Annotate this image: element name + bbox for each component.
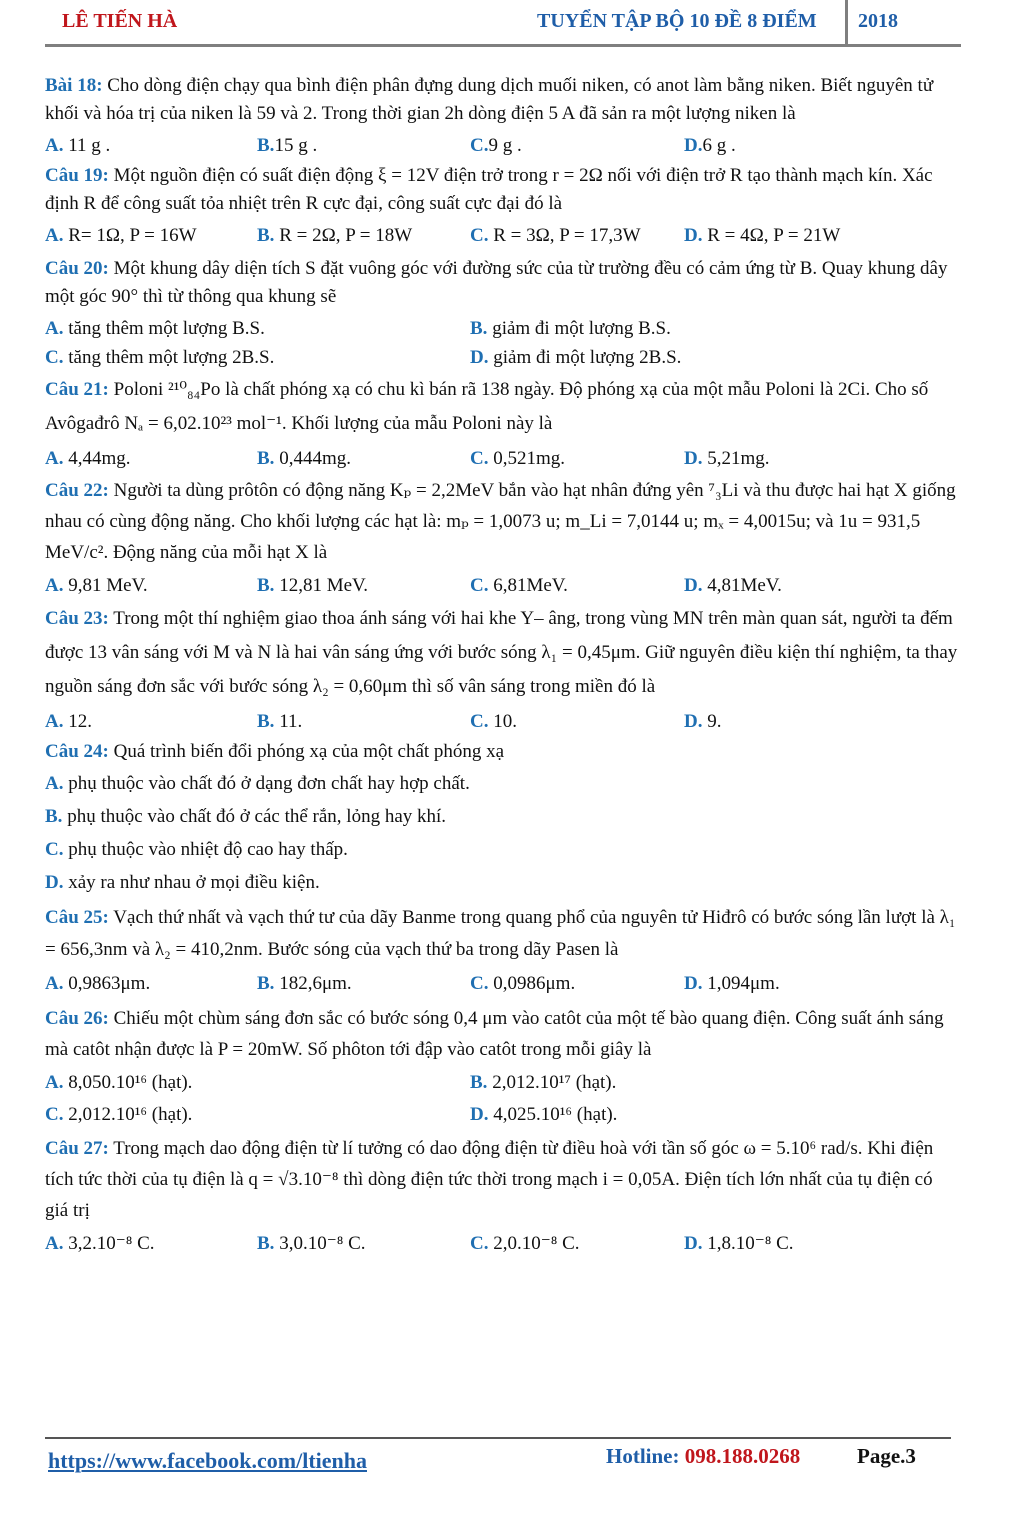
option-d[interactable]	[470, 1101, 617, 1129]
option-text: 2,0.10⁻⁸ C.	[493, 1233, 580, 1254]
options-row	[45, 708, 960, 738]
options-row	[45, 315, 960, 344]
header-separator	[845, 0, 848, 46]
option-c[interactable]	[45, 1101, 192, 1129]
option-label: B.	[257, 711, 275, 732]
question-27	[45, 1133, 960, 1226]
header-year: 2018	[858, 10, 898, 32]
option-text: 0,444mg.	[279, 448, 351, 469]
option-text: 15 g .	[274, 135, 318, 156]
option-label: A.	[45, 318, 64, 339]
option-text: 5,21mg.	[707, 448, 770, 469]
option-a[interactable]	[45, 770, 960, 803]
option-label: B.	[257, 225, 275, 246]
option-text: 11.	[279, 711, 303, 732]
option-label: D.	[684, 711, 703, 732]
option-text: phụ thuộc vào chất đó ở các thể rắn, lỏng hay khí.	[67, 806, 447, 827]
header-rule	[45, 44, 961, 47]
options-row	[45, 1230, 960, 1260]
options-row	[45, 1069, 960, 1101]
question-label: Câu 25:	[45, 907, 109, 928]
option-text: R = 3Ω, P = 17,3W	[493, 225, 641, 246]
options-row	[45, 970, 960, 1003]
question-21	[45, 373, 960, 441]
option-label: A.	[45, 135, 64, 156]
option-d[interactable]	[684, 970, 780, 998]
option-text: 1,8.10⁻⁸ C.	[707, 1233, 794, 1254]
option-text: 3,0.10⁻⁸ C.	[279, 1233, 366, 1254]
option-b[interactable]	[257, 708, 302, 736]
question-label: Câu 24:	[45, 741, 109, 762]
question-text: Chiếu một chùm sáng đơn sắc có bước sóng 0,4 μm vào catôt của một tế bào quang điện. Công suất ánh sáng mà catôt nhận được là P = 20mW. Số phôton tới đập vào catôt trong mỗi giây là	[45, 1008, 944, 1060]
option-label: D.	[684, 575, 703, 596]
footer-rule	[45, 1437, 951, 1439]
option-label: A.	[45, 1072, 64, 1093]
option-a[interactable]	[45, 1069, 192, 1097]
question-26	[45, 1003, 960, 1065]
option-label: D.	[684, 1233, 703, 1254]
option-label: D.	[684, 448, 703, 469]
option-b[interactable]	[257, 970, 352, 998]
question-label: Câu 26:	[45, 1008, 109, 1029]
option-d[interactable]	[470, 344, 681, 372]
option-a[interactable]	[45, 1230, 155, 1258]
question-label: Câu 23:	[45, 608, 109, 629]
header-series-title: TUYỂN TẬP BỘ 10 ĐỀ 8 ĐIỂM	[537, 10, 817, 32]
option-c[interactable]	[470, 445, 565, 473]
option-text: 0,521mg.	[493, 448, 566, 469]
option-label: A.	[45, 448, 64, 469]
option-text: 2,012.10¹⁷ (hạt).	[492, 1072, 617, 1093]
option-text: tăng thêm một lượng B.S.	[68, 318, 265, 339]
option-label: B.	[470, 318, 488, 339]
option-label: B.	[257, 973, 275, 994]
question-19	[45, 162, 960, 218]
option-text: R= 1Ω, P = 16W	[68, 225, 197, 246]
option-text: 4,44mg.	[68, 448, 131, 469]
option-label: D.	[470, 1104, 489, 1125]
options-row	[45, 222, 960, 255]
question-label: Câu 21:	[45, 379, 109, 400]
option-text: 12,81 MeV.	[279, 575, 369, 596]
options-row	[45, 572, 960, 602]
option-a[interactable]	[45, 445, 131, 473]
option-label: B.	[45, 806, 63, 827]
option-label: B.	[470, 1072, 488, 1093]
option-label: D.	[684, 135, 703, 156]
options-row	[45, 344, 960, 373]
option-label: C.	[470, 135, 489, 156]
question-text: Một nguồn điện có suất điện động ξ = 12V điện trở trong r = 2Ω nối với điện trở R tạo thành mạch kín. Xác định R để công suất tỏa nhiệt trên R cực đại, công suất cực đại đó là	[45, 165, 933, 214]
option-b[interactable]	[257, 222, 412, 250]
option-label: A.	[45, 711, 64, 732]
option-label: C.	[45, 839, 64, 860]
option-text: phụ thuộc vào nhiệt độ cao hay thấp.	[68, 839, 348, 860]
option-text: giảm đi một lượng B.S.	[492, 318, 671, 339]
option-label: B.	[257, 575, 275, 596]
question-18	[45, 72, 960, 128]
question-text: Cho dòng điện chạy qua bình điện phân đựng dung dịch muối niken, có anot làm bằng niken. Biết nguyên tử khối và hóa trị của niken là 59 và 2. Trong thời gian 2h dòng điện 5 A đã sản ra một lượng niken là	[45, 75, 934, 124]
option-text: 3,2.10⁻⁸ C.	[68, 1233, 155, 1254]
option-label: C.	[470, 1233, 489, 1254]
hotline-number[interactable]: 098.188.0268	[684, 1444, 801, 1468]
question-label: Câu 19:	[45, 165, 109, 186]
option-text: 4,81MeV.	[707, 575, 782, 596]
option-a[interactable]	[45, 708, 92, 736]
option-c[interactable]	[470, 708, 517, 736]
options-row	[45, 445, 960, 475]
option-label: A.	[45, 1233, 64, 1254]
option-d[interactable]	[684, 445, 770, 473]
option-c[interactable]	[470, 1230, 580, 1258]
question-text: Một khung dây diện tích S đặt vuông góc với đường sức của từ trường đều có cảm ứng từ B. Quay khung dây một góc 90° thì từ thông qua khung sẽ	[45, 258, 948, 307]
option-a[interactable]	[45, 222, 197, 250]
question-label: Bài 18:	[45, 75, 103, 96]
option-a[interactable]	[45, 572, 148, 600]
option-b[interactable]	[470, 1069, 616, 1097]
option-text: 6 g .	[702, 135, 736, 156]
footer-facebook-link[interactable]: https://www.facebook.com/ltienha	[48, 1448, 367, 1473]
option-text: R = 4Ω, P = 21W	[707, 225, 841, 246]
question-text: Vạch thứ nhất và vạch thứ tư của dãy Banme trong quang phổ của nguyên tử Hiđrô có bước sóng lần lượt là λ₁ = 656,3nm và λ₂ = 410,2nm. Bước sóng của vạch thứ ba trong dãy Pasen là	[45, 907, 956, 960]
option-text: 0,9863μm.	[68, 973, 151, 994]
option-label: D.	[45, 872, 64, 893]
question-22	[45, 475, 960, 568]
option-label: C.	[470, 225, 489, 246]
option-text: 9,81 MeV.	[68, 575, 148, 596]
option-text: 9 g .	[488, 135, 522, 156]
option-label: B.	[257, 135, 275, 156]
option-a[interactable]	[45, 970, 150, 998]
question-label: Câu 27:	[45, 1138, 109, 1159]
option-label: A.	[45, 973, 64, 994]
option-b[interactable]	[257, 132, 317, 160]
option-b[interactable]	[257, 572, 368, 600]
option-label: C.	[45, 1104, 64, 1125]
option-c[interactable]	[470, 222, 641, 250]
question-label: Câu 20:	[45, 258, 109, 279]
option-c[interactable]	[470, 970, 575, 998]
option-c[interactable]	[45, 836, 960, 869]
option-text: 6,81MeV.	[493, 575, 568, 596]
option-b[interactable]	[45, 803, 960, 836]
option-label: C.	[45, 347, 64, 368]
option-text: tăng thêm một lượng 2B.S.	[68, 347, 275, 368]
option-c[interactable]	[45, 344, 274, 372]
option-label: D.	[470, 347, 489, 368]
option-label: C.	[470, 973, 489, 994]
option-text: 11 g .	[68, 135, 111, 156]
option-text: 9.	[707, 711, 722, 732]
option-d[interactable]	[684, 132, 736, 160]
option-text: 4,025.10¹⁶ (hạt).	[493, 1104, 618, 1125]
option-d[interactable]	[684, 708, 721, 736]
option-text: phụ thuộc vào chất đó ở dạng đơn chất hay hợp chất.	[68, 773, 470, 794]
option-text: 1,094μm.	[707, 973, 780, 994]
question-label: Câu 22:	[45, 480, 109, 501]
option-b[interactable]	[257, 445, 351, 473]
question-text: Trong mạch dao động điện từ lí tưởng có dao động điện từ điều hoà với tần số góc ω = 5.10⁶ rad/s. Khi điện tích tức thời của tụ điện là q = √3.10⁻⁸ thì dòng điện tức thời trong mạch i = 0,05A. Điện tích lớn nhất của tụ điện có giá trị	[45, 1138, 934, 1221]
option-d[interactable]	[684, 572, 782, 600]
option-d[interactable]	[684, 222, 840, 250]
option-c[interactable]	[470, 572, 568, 600]
option-text: giảm đi một lượng 2B.S.	[493, 347, 682, 368]
question-20	[45, 255, 960, 311]
option-text: 2,012.10¹⁶ (hạt).	[68, 1104, 193, 1125]
option-text: 0,0986μm.	[493, 973, 576, 994]
question-24	[45, 738, 960, 766]
option-label: C.	[470, 575, 489, 596]
option-label: D.	[684, 225, 703, 246]
option-label: A.	[45, 575, 64, 596]
option-a[interactable]	[45, 132, 110, 160]
question-text: Trong một thí nghiệm giao thoa ánh sáng với hai khe Y– âng, trong vùng MN trên màn quan sát, người ta đếm được 13 vân sáng với M và N là hai vân sáng ứng với bước sóng λ₁ = 0,45μm. Giữ nguyên điều kiện thí nghiệm, ta thay nguồn sáng đơn sắc với bước sóng λ₂ = 0,60μm thì số vân sáng trong miền đó là	[45, 608, 958, 697]
option-label: D.	[684, 973, 703, 994]
question-text: Poloni ²¹⁰₈₄Po là chất phóng xạ có chu kì bán rã 138 ngày. Độ phóng xạ của một mẫu Poloni là 2Ci. Cho số Avôgađrô Nₐ = 6,02.10²³ mol⁻¹. Khối lượng của mẫu Poloni này là	[45, 379, 929, 434]
option-text: 10.	[493, 711, 517, 732]
options-row	[45, 132, 960, 162]
question-23	[45, 602, 960, 704]
option-label: C.	[470, 711, 489, 732]
option-b[interactable]	[257, 1230, 366, 1258]
options-row	[45, 1101, 960, 1133]
option-a[interactable]	[45, 315, 265, 343]
option-text: 182,6μm.	[279, 973, 352, 994]
option-label: B.	[257, 1233, 275, 1254]
question-25	[45, 902, 960, 966]
question-text: Quá trình biến đổi phóng xạ của một chất phóng xạ	[113, 741, 505, 762]
option-text: R = 2Ω, P = 18W	[279, 225, 413, 246]
option-label: A.	[45, 225, 64, 246]
option-d[interactable]	[45, 869, 960, 902]
footer-page-number: Page.3	[857, 1444, 916, 1468]
option-text: 12.	[68, 711, 92, 732]
option-text: xảy ra như nhau ở mọi điều kiện.	[68, 872, 320, 893]
hotline-label: Hotline:	[606, 1444, 680, 1468]
option-label: A.	[45, 773, 64, 794]
question-list	[45, 72, 960, 1260]
option-d[interactable]	[684, 1230, 794, 1258]
option-b[interactable]	[470, 315, 671, 343]
option-label: C.	[470, 448, 489, 469]
question-text: Người ta dùng prôtôn có động năng Kₚ = 2,2MeV bắn vào hạt nhân đứng yên ⁷₃Li và thu được hai hạt X giống nhau có cùng động năng. Cho khối lượng các hạt là: mₚ = 1,0073 u; m_Li = 7,0144 u; mₓ = 4,0015u; và 1u = 931,5 MeV/c². Động năng của mỗi hạt X là	[45, 480, 956, 563]
option-text: 8,050.10¹⁶ (hạt).	[68, 1072, 193, 1093]
header-author: LÊ TIẾN HÀ	[62, 10, 178, 32]
option-c[interactable]	[470, 132, 522, 160]
footer-hotline	[606, 1444, 800, 1469]
option-label: B.	[257, 448, 275, 469]
